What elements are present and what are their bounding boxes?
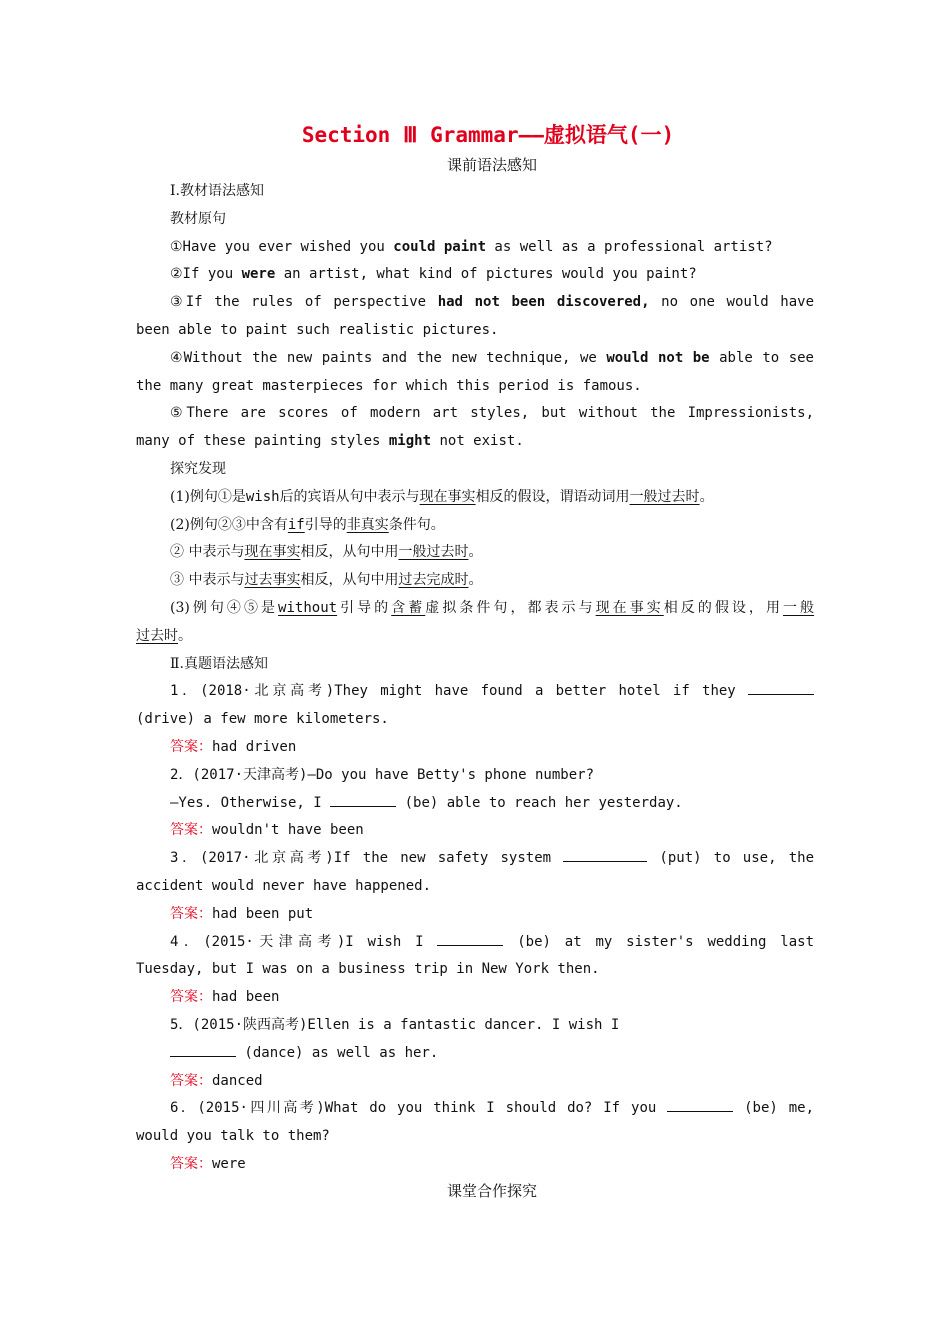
question-3: 3．(2017·北京高考)If the new safety system (put) to use, the — [136, 845, 814, 873]
subheading-discovery: 探究发现 — [170, 460, 226, 477]
answer-3: 答案：had been put — [170, 905, 314, 922]
document-body — [136, 118, 814, 1179]
section-subtitle: 课前语法感知 — [446, 156, 537, 174]
example-sentence-2: ②If you were an artist, what kind of pictures would you paint? — [170, 266, 697, 283]
question-4: 4．(2015·天津高考)I wish I (be) at my sister's wedding last — [136, 929, 814, 957]
answer-1: 答案：had driven — [170, 738, 297, 755]
answer-5: 答案：danced — [170, 1072, 263, 1089]
discovery-5-cont: 过去时。 — [136, 627, 192, 644]
question-1: 1．(2018·北京高考)They might have found a better hotel if they — [136, 678, 814, 706]
example-sentence-3: ③If the rules of perspective had not been discovered, no one would have — [170, 294, 815, 311]
answer-blank[interactable] — [667, 1097, 733, 1112]
answer-6: 答案：were — [170, 1155, 246, 1172]
example-sentence-4-cont: the many great masterpieces for which this period is famous. — [136, 377, 642, 394]
discovery-1: (1)例句①是wish后的宾语从句中表示与现在事实相反的假设，谓语动词用一般过去时。 — [170, 488, 714, 505]
discovery-2: (2)例句②③中含有if引导的非真实条件句。 — [170, 516, 445, 533]
section-heading-2: Ⅱ.真题语法感知 — [170, 655, 268, 672]
footer-section-title: 课堂合作探究 — [446, 1182, 537, 1200]
answer-blank[interactable] — [330, 792, 396, 807]
question-6: 6．(2015·四川高考)What do you think I should do? If you (be) me, — [136, 1095, 814, 1123]
example-sentence-5: ⑤There are scores of modern art styles, but without the Impressionists, — [170, 405, 814, 422]
answer-blank[interactable] — [563, 847, 647, 862]
example-sentence-5-cont: many of these painting styles might not exist. — [136, 433, 524, 450]
example-sentence-4: ④Without the new paints and the new technique, we would not be able to see — [170, 349, 814, 366]
section-heading-1: Ⅰ.教材语法感知 — [170, 183, 264, 199]
answer-blank[interactable] — [437, 931, 503, 946]
discovery-4: ③ 中表示与过去事实相反，从句中用过去完成时。 — [170, 572, 483, 589]
question-4-cont: Tuesday, but I was on a business trip in New York then. — [136, 961, 600, 978]
example-sentence-3-cont: been able to paint such realistic pictures. — [136, 321, 499, 338]
question-3-cont: accident would never have happened. — [136, 877, 432, 894]
answer-blank[interactable] — [748, 680, 814, 695]
question-5: 5．(2015·陕西高考)Ellen is a fantastic dancer. I wish I — [170, 1016, 620, 1033]
answer-4: 答案：had been — [170, 989, 280, 1006]
subheading-original-sentences: 教材原句 — [170, 210, 226, 227]
answer-2: 答案：wouldn't have been — [170, 822, 364, 839]
question-2: 2．(2017·天津高考)—Do you have Betty's phone number? — [170, 766, 595, 783]
discovery-3: ② 中表示与现在事实相反，从句中用一般过去时。 — [170, 544, 483, 561]
question-6-cont: would you talk to them? — [136, 1128, 330, 1145]
discovery-5: (3)例句④⑤是without引导的含蓄虚拟条件句，都表示与现在事实相反的假设，用一般 — [170, 599, 815, 616]
question-2-cont: —Yes. Otherwise, I (be) able to reach her yesterday. — [136, 790, 814, 818]
page-title: Section Ⅲ Grammar——虚拟语气(一) — [301, 123, 675, 147]
example-sentence-1: ①Have you ever wished you could paint as well as a professional artist? — [170, 238, 773, 255]
answer-blank[interactable] — [170, 1042, 236, 1057]
question-1-cont: (drive) a few more kilometers. — [136, 711, 389, 728]
question-5-cont: (dance) as well as her. — [136, 1040, 814, 1068]
